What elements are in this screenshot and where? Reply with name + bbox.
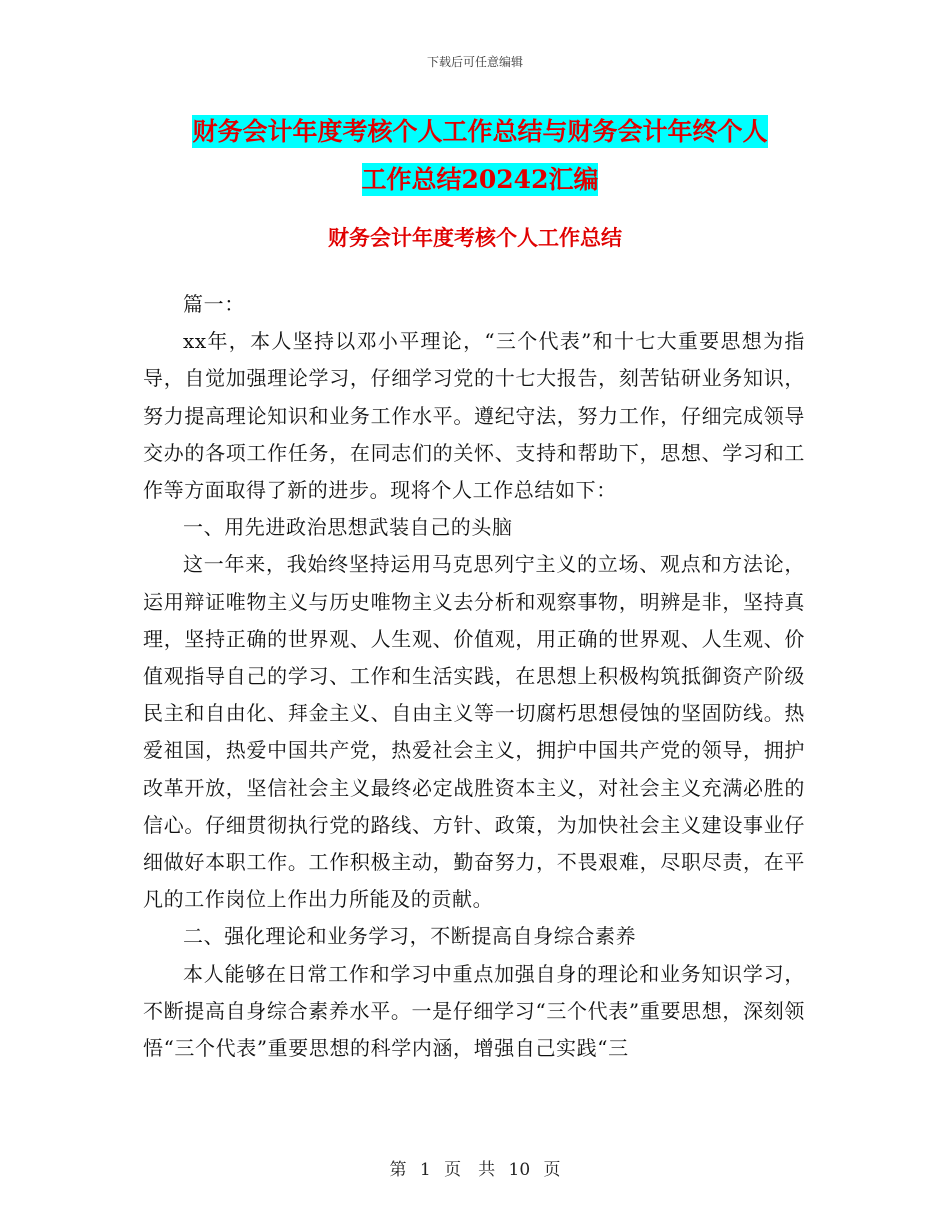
main-title — [150, 108, 810, 204]
footer-total-pages: 10 — [508, 1160, 531, 1180]
main-title-line-2: 工作总结20242汇编 — [361, 165, 599, 194]
footer-prefix: 第 — [389, 1160, 407, 1180]
footer-middle: 页 共 — [444, 1160, 496, 1180]
body-text — [143, 286, 805, 1067]
main-title-line-1: 财务会计年度考核个人工作总结与财务会计年终个人 — [192, 117, 768, 146]
footer-suffix: 页 — [543, 1160, 561, 1180]
paragraph: 篇一： — [183, 292, 245, 316]
paragraph: 本人能够在日常工作和学习中重点加强自身的理论和业务知识学习，不断提高自身综合素养水平。一是仔细学习“三个代表”重要思想，深刻领悟“三个代表”重要思想的科学内涵，增强自己实践“三 — [143, 961, 805, 1061]
paragraph: 这一年来，我始终坚持运用马克思列宁主义的立场、观点和方法论，运用辩证唯物主义与历史唯物主义去分析和观察事物，明辨是非，坚持真理，坚持正确的世界观、人生观、价值观，用正确的世界观、人生观、价值观指导自己的学习、工作和生活实践，在思想上积极构筑抵御资产阶级民主和自由化、拜金主义、自由主义等一切腐朽思想侵蚀的坚固防线。热爱祖国，热爱中国共产党，热爱社会主义，拥护中国共产党的领导，拥护改革开放，坚信社会主义最终必定战胜资本主义，对社会主义充满必胜的信心。仔细贯彻执行党的路线、方针、政策，为加快社会主义建设事业仔细做好本职工作。工作积极主动，勤奋努力，不畏艰难，尽职尽责，在平凡的工作岗位上作出力所能及的贡献。 — [143, 552, 805, 912]
header-note: 下载后可任意编辑 — [426, 55, 523, 69]
paragraph: xx年，本人坚持以邓小平理论，“三个代表”和十七大重要思想为指导，自觉加强理论学习，仔细学习党的十七大报告，刻苦钻研业务知识，努力提高理论知识和业务工作水平。遵纪守法，努力工作，仔细完成领导交办的各项工作任务，在同志们的关怀、支持和帮助下，思想、学习和工作等方面取得了新的进步。现将个人工作总结如下： — [143, 329, 805, 503]
page-footer — [0, 1155, 950, 1180]
paragraph: 一、用先进政治思想武装自己的头脑 — [183, 515, 513, 540]
paragraph: 二、强化理论和业务学习，不断提高自身综合素养 — [183, 924, 637, 949]
footer-current-page: 1 — [419, 1160, 431, 1180]
section-title: 财务会计年度考核个人工作总结 — [328, 225, 622, 250]
